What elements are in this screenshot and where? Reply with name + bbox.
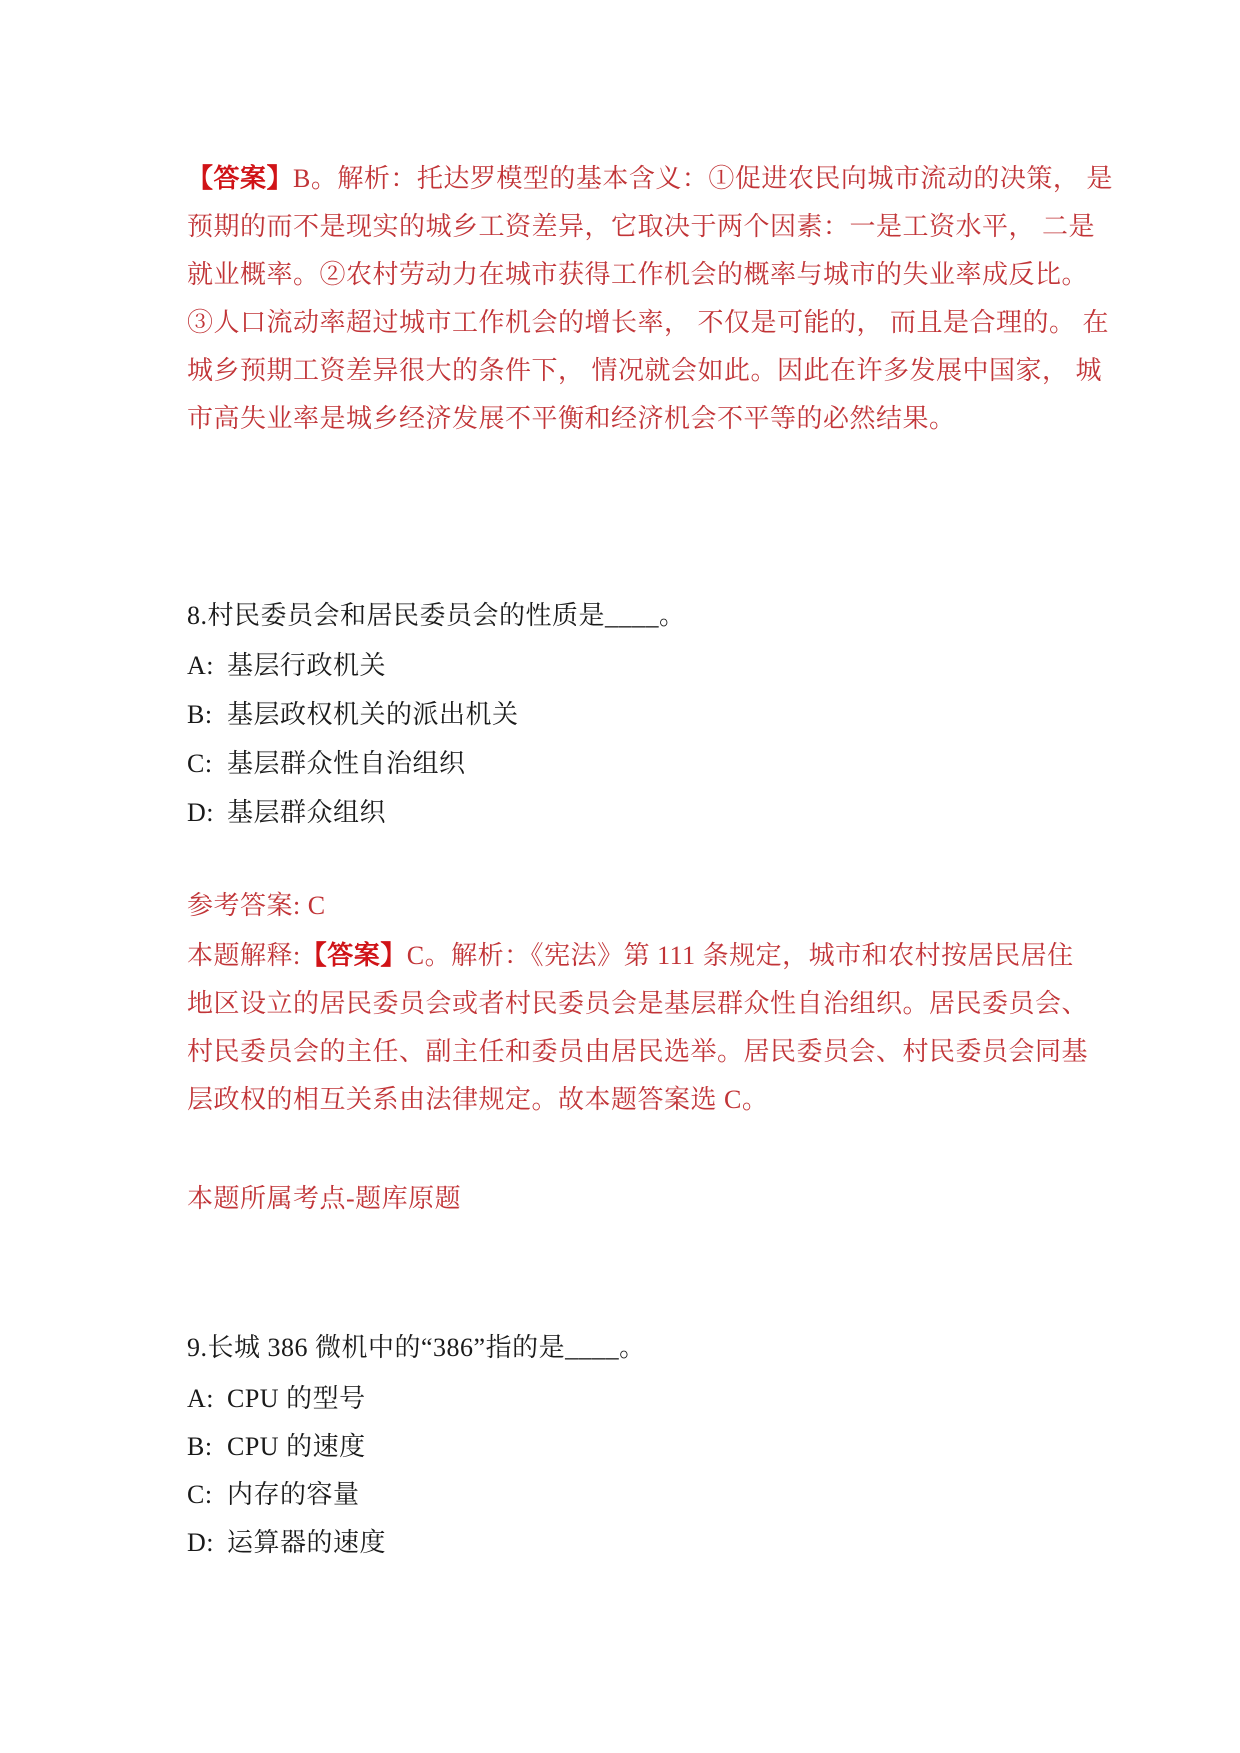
option-label: B: <box>187 1432 213 1461</box>
option-text: CPU 的速度 <box>227 1432 366 1461</box>
explanation-line: 城乡预期工资差异很大的条件下， 情况就会如此。因此在许多发展中国家， 城 <box>187 356 1103 385</box>
option-row-d <box>187 1519 1087 1567</box>
option-row-a <box>187 1375 1087 1423</box>
option-row-b <box>187 1423 1087 1471</box>
option-label: D: <box>187 798 214 827</box>
option-text: 基层行政机关 <box>227 651 387 680</box>
explanation-line: ③人口流动率超过城市工作机会的增长率， 不仅是可能的， 而且是合理的。 在 <box>187 308 1110 337</box>
option-label: A: <box>187 1384 214 1413</box>
explanation-text: B。解析：托达罗模型的基本含义：①促进农民向城市流动的决策， 是 <box>293 164 1113 193</box>
option-label: C: <box>187 1480 213 1509</box>
explanation-prefix: 本题解释: <box>187 941 301 970</box>
question-8 <box>187 592 1087 640</box>
option-text: 基层群众组织 <box>227 798 387 827</box>
explanation-line <box>187 932 1087 980</box>
option-label: D: <box>187 1528 214 1557</box>
explanation-line: 地区设立的居民委员会或者村民委员会是基层群众性自治组织。居民委员会、 <box>187 989 1089 1018</box>
explanation-text: C。解析：《宪法》第 111 条规定，城市和农村按居民居住 <box>406 941 1074 970</box>
answer-bracket-label: 【答案】 <box>300 941 407 970</box>
option-row-a <box>187 641 1087 690</box>
question-8-explanation <box>187 932 1087 1124</box>
answer-bracket-label: 【答案】 <box>187 164 294 193</box>
option-text: 运算器的速度 <box>227 1528 387 1557</box>
reference-answer-block <box>187 882 1087 930</box>
option-row-c <box>187 739 1087 788</box>
option-label: A: <box>187 651 214 680</box>
question-9 <box>187 1324 1087 1372</box>
answer-explanation-paragraph <box>187 155 1113 443</box>
option-text: CPU 的型号 <box>227 1384 366 1413</box>
option-row-c <box>187 1471 1087 1519</box>
explanation-line: 就业概率。②农村劳动力在城市获得工作机会的概率与城市的失业率成反比。 <box>187 260 1089 289</box>
explanation-line: 层政权的相互关系由法律规定。故本题答案选 C。 <box>187 1085 769 1114</box>
option-text: 基层群众性自治组织 <box>227 749 466 778</box>
option-text: 基层政权机关的派出机关 <box>227 700 519 729</box>
reference-answer: 参考答案: C <box>187 891 326 920</box>
exam-point-note-block <box>187 1175 1087 1223</box>
explanation-line: 村民委员会的主任、副主任和委员由居民选举。居民委员会、村民委员会同基 <box>187 1037 1089 1066</box>
option-row-b <box>187 690 1087 739</box>
option-label: C: <box>187 749 213 778</box>
exam-point-note: 本题所属考点-题库原题 <box>187 1184 462 1213</box>
question-8-options <box>187 641 1087 837</box>
question-9-options <box>187 1375 1087 1567</box>
question-8-stem: 8.村民委员会和居民委员会的性质是____。 <box>187 601 686 630</box>
question-9-stem: 9.长城 386 微机中的“386”指的是____。 <box>187 1333 646 1362</box>
explanation-line: 市高失业率是城乡经济发展不平衡和经济机会不平等的必然结果。 <box>187 404 956 433</box>
explanation-line <box>187 155 1113 203</box>
explanation-line: 预期的而不是现实的城乡工资差异，它取决于两个因素：一是工资水平， 二是 <box>187 212 1096 241</box>
option-text: 内存的容量 <box>227 1480 360 1509</box>
option-row-d <box>187 788 1087 837</box>
option-label: B: <box>187 700 213 729</box>
